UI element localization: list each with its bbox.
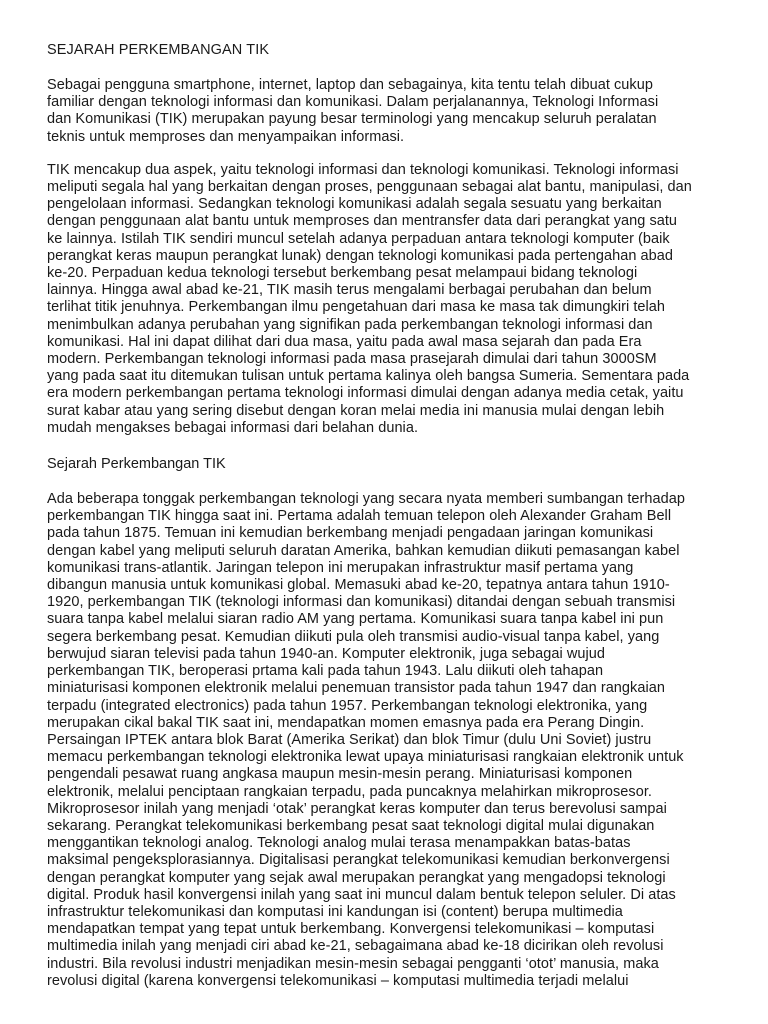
text-line: pengendali pesawat ruang angkasa maupun mesin-mesin perang. Miniaturisasi komponen — [47, 766, 633, 783]
paragraph-aspects — [47, 162, 724, 437]
text-line: infrastruktur telekomunikasi dan komputasi ini kandungan isi (content) berupa multimedia — [47, 903, 623, 920]
text-line: memacu perkembangan teknologi elektronika lewat upaya miniaturisasi rangkaian elektronik untuk — [47, 749, 684, 766]
text-line: pengelolaan informasi. Sedangkan teknologi komunikasi adalah segala sesuatu yang berkaitan — [47, 196, 662, 213]
text-line: pada tahun 1875. Temuan ini kemudian berkembang menjadi pengadaan jaringan komunikasi — [47, 525, 654, 542]
text-line: ke-20. Perpaduan kedua teknologi tersebut berkembang pesat melampaui bidang teknologi — [47, 265, 638, 282]
text-line: modern. Perkembangan teknologi informasi pada masa prasejarah dimulai dari tahun 3000SM — [47, 351, 657, 368]
document-title: SEJARAH PERKEMBANGAN TIK — [47, 42, 270, 58]
text-line: familiar dengan teknologi informasi dan komunikasi. Dalam perjalanannya, Teknologi Informasi — [47, 94, 659, 111]
text-line: ke lainnya. Istilah TIK sendiri muncul setelah adanya perpaduan antara teknologi komputer (baik — [47, 230, 670, 247]
text-line: miniaturisasi komponen elektronik melalui penemuan transistor pada tahun 1947 dan rangkaian — [47, 680, 665, 697]
paragraph-intro — [47, 77, 724, 146]
text-line: dibangun manusia untuk komunikasi global. Memasuki abad ke-20, tepatnya antara tahun 1910- — [47, 577, 670, 594]
text-line: 1920, perkembangan TIK (teknologi informasi dan komunikasi) ditandai dengan sebuah transmisi — [47, 594, 676, 611]
text-line: meliputi segala hal yang berkaitan dengan proses, penggunaan sebagai alat bantu, manipulasi, dan — [47, 179, 692, 196]
text-line: komunikasi trans-atlantik. Jaringan telepon ini merupakan infrastruktur masif pertama yang — [47, 559, 634, 576]
text-line: industri. Bila revolusi industri menjadikan mesin-mesin sebagai pengganti ‘otot’ manusia, maka — [47, 955, 659, 972]
text-line: menimbulkan adanya perubahan yang signifikan pada perkembangan teknologi informasi dan — [47, 316, 653, 333]
text-line: Mikroprosesor inilah yang menjadi ‘otak’ perangkat keras komputer dan terus berevolusi sampai — [47, 800, 667, 817]
text-line: mudah mengakses bebagai informasi dari belahan dunia. — [47, 419, 419, 436]
text-line: digital. Produk hasil konvergensi inilah yang saat ini muncul dalam bentuk telepon seluler. Di atas — [47, 886, 676, 903]
text-line: terpadu (integrated electronics) pada tahun 1957. Perkembangan teknologi elektronika, yang — [47, 697, 648, 714]
text-line: yang pada saat itu ditemukan tulisan untuk pertama kalinya oleh bangsa Sumeria. Sementara pada — [47, 368, 690, 385]
text-line: dengan kabel yang meliputi seluruh daratan Amerika, bahkan kemudian diikuti pemasangan kabel — [47, 542, 680, 559]
text-line: mendapatkan tempat yang tepat untuk berkembang. Konvergensi telekomunikasi – komputasi — [47, 921, 655, 938]
text-line: menggantikan teknologi analog. Teknologi analog mulai terasa menampakkan batas-batas — [47, 835, 631, 852]
text-line: era modern perkembangan pertama teknologi informasi dimulai dengan adanya media cetak, yaitu — [47, 385, 684, 402]
text-line: berwujud siaran televisi pada tahun 1940-an. Komputer elektronik, juga sebagai wujud — [47, 645, 605, 662]
text-line: perangkat keras maupun perangkat lunak) dengan teknologi komunikasi pada pertengahan abad — [47, 247, 673, 264]
text-line: Sebagai pengguna smartphone, internet, laptop dan sebagainya, kita tentu telah dibuat cukup — [47, 77, 653, 93]
text-line: merupakan cikal bakal TIK saat ini, mendapatkan momen emasnya pada era Perang Dingin. — [47, 714, 645, 731]
text-line: suara tanpa kabel melalui siaran radio AM yang pertama. Komunikasi suara tanpa kabel ini pun — [47, 611, 664, 628]
text-line: TIK mencakup dua aspek, yaitu teknologi informasi dan teknologi komunikasi. Teknologi informasi — [47, 161, 679, 178]
text-line: teknis untuk memproses dan menyampaikan informasi. — [47, 128, 405, 145]
text-line: elektronik, melalui penciptaan rangkaian terpadu, pada puncaknya melahirkan mikroprosesor. — [47, 783, 652, 800]
text-line: komunikasi. Hal ini dapat dilihat dari dua masa, yaitu pada awal masa sejarah dan pada Era — [47, 333, 642, 350]
section-heading: Sejarah Perkembangan TIK — [47, 456, 226, 473]
text-line: sekarang. Perangkat telekomunikasi berkembang pesat saat teknologi digital mulai digunakan — [47, 817, 655, 834]
text-line: maksimal pengeksplorasiannya. Digitalisasi perangkat telekomunikasi kemudian berkonvergensi — [47, 852, 670, 869]
text-line: revolusi digital (karena konvergensi telekomunikasi – komputasi multimedia terjadi melalui — [47, 972, 629, 989]
text-line: perkembangan TIK hingga saat ini. Pertama adalah temuan telepon oleh Alexander Graham Bell — [47, 508, 672, 525]
text-line: surat kabar atau yang sering disebut dengan koran melai media ini manusia mulai dengan lebih — [47, 402, 665, 419]
text-line: dan Komunikasi (TIK) merupakan payung besar terminologi yang mencakup seluruh peralatan — [47, 111, 657, 128]
text-line: Ada beberapa tonggak perkembangan teknologi yang secara nyata memberi sumbangan terhadap — [47, 491, 685, 508]
text-line: perkembangan TIK, beroperasi prtama kali pada tahun 1943. Lalu diikuti oleh tahapan — [47, 663, 604, 680]
text-line: lainnya. Hingga awal abad ke-21, TIK masih terus mengalami berbagai perubahan dan belum — [47, 282, 652, 299]
text-line: dengan perangkat komputer yang sejak awal merupakan perangkat yang mengadopsi teknologi — [47, 869, 666, 886]
text-line: dengan penggunaan alat bantu untuk memproses dan mentransfer data dari perangkat yang satu — [47, 213, 678, 230]
paragraph-milestones — [47, 491, 724, 990]
text-line: multimedia inilah yang menjadi ciri abad ke-21, sebagaimana abad ke-18 dicirikan oleh revolusi — [47, 938, 664, 955]
text-line: segera berkembang pesat. Kemudian diikuti pula oleh transmisi audio-visual tanpa kabel, yang — [47, 628, 660, 645]
text-line: terlihat titik jenuhnya. Perkembangan ilmu pengetahuan dari masa ke masa tak dimungkiri telah — [47, 299, 666, 316]
text-line: Persaingan IPTEK antara blok Barat (Amerika Serikat) dan blok Timur (dulu Uni Soviet) justru — [47, 731, 652, 748]
